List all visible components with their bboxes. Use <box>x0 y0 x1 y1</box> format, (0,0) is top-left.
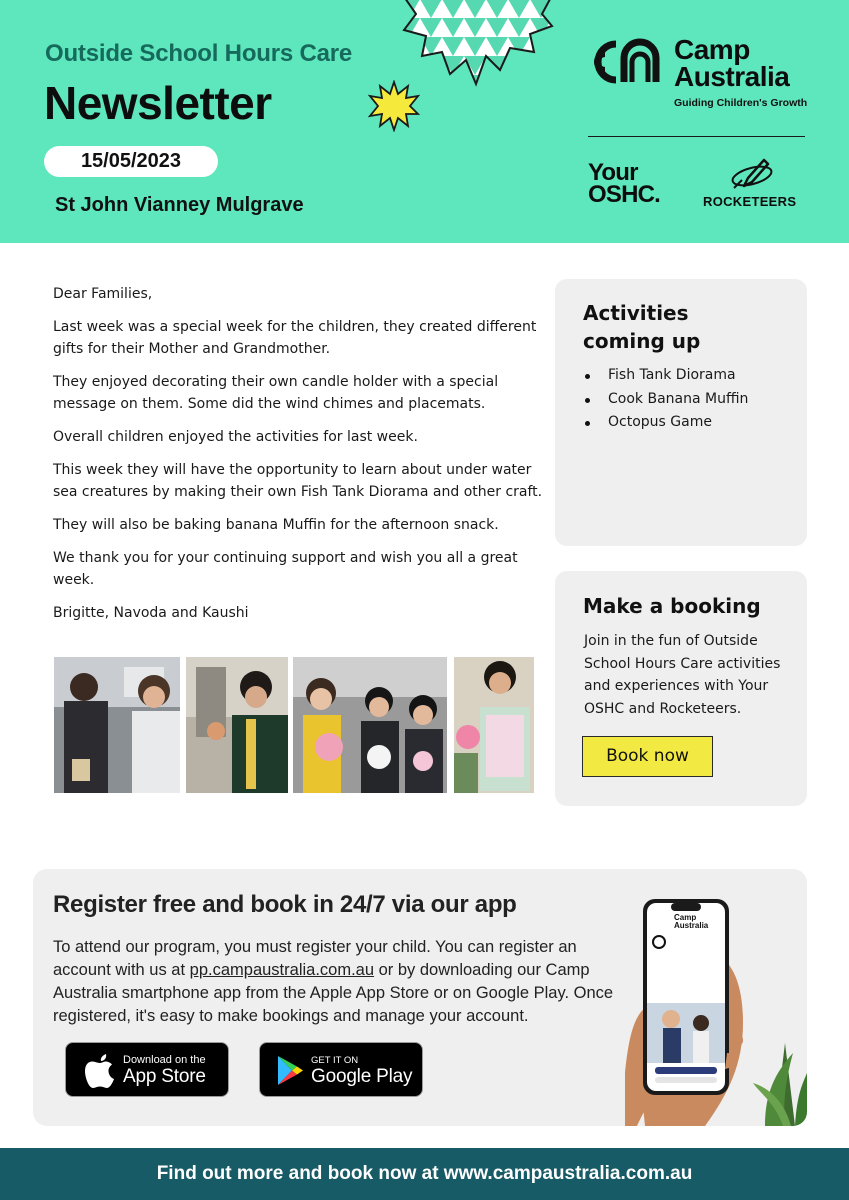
brand-name <box>674 36 789 90</box>
footer-banner[interactable]: Find out more and book now at www.campaustralia.com.au <box>0 1148 849 1200</box>
list-item: Octopus Game <box>583 411 748 435</box>
camp-australia-logo-icon <box>584 36 668 88</box>
activities-card <box>555 279 807 546</box>
school-name: St John Vianney Mulgrave <box>55 194 304 216</box>
date-badge: 15/05/2023 <box>44 146 218 177</box>
booking-title: Make a booking <box>583 594 761 618</box>
register-link[interactable]: pp.campaustralia.com.au <box>189 961 375 979</box>
activities-title-line2: coming up <box>583 329 701 353</box>
phone-logo-line2: Australia <box>674 921 709 930</box>
google-play-icon <box>276 1055 304 1086</box>
your-oshc-line2: OSHC. <box>588 181 661 208</box>
phone-logo-line1: Camp <box>674 913 697 922</box>
page-title: Newsletter <box>44 77 272 129</box>
app-store-big-label: App Store <box>123 1066 206 1087</box>
booking-description: Join in the fun of Outside School Hours Care activities and experiences with Your OSHC and Rocketeers. <box>584 633 781 717</box>
decorative-star-pattern <box>398 0 556 88</box>
activities-list <box>583 364 748 435</box>
activities-title-line1: Activities <box>583 301 689 325</box>
activity-photos <box>54 657 534 793</box>
list-item: Fish Tank Diorama <box>583 364 748 388</box>
letter-paragraph: Overall children enjoyed the activities for last week. <box>53 429 418 445</box>
brand-tagline: Guiding Children's Growth <box>674 97 808 109</box>
newsletter-header <box>0 0 849 243</box>
app-store-small-label: Download on the <box>123 1054 206 1066</box>
letter-body <box>53 283 543 635</box>
register-title: Register free and book in 24/7 via our app <box>53 891 517 918</box>
register-text-part: To attend our program, you must register your child. You can register an account with us at <box>53 938 577 979</box>
book-now-button[interactable]: Book now <box>582 736 713 777</box>
brand-name-line1: Camp <box>674 34 750 65</box>
letter-paragraph: Last week was a special week for the children, they created different gifts for their Mother and Grandmother. <box>53 319 537 357</box>
booking-card <box>555 571 807 806</box>
rocketeers-logo-text: ROCKETEERS <box>703 194 797 209</box>
letter-paragraph: Dear Families, <box>53 286 153 302</box>
header-divider <box>588 136 805 137</box>
letter-paragraph: They will also be baking banana Muffin for the afternoon snack. <box>53 517 499 533</box>
register-text-part: or by downloading our Camp Australia smartphone app from the Apple App Store or on Google Play. Once registered, it's easy to make bookings and manage your account. <box>53 961 614 1025</box>
register-panel <box>33 869 807 1126</box>
google-play-small-label: GET IT ON <box>311 1055 359 1066</box>
google-play-big-label: Google Play <box>311 1066 413 1087</box>
apple-icon <box>83 1052 117 1090</box>
activities-title <box>583 299 700 355</box>
register-description <box>53 936 633 1028</box>
brand-name-line2: Australia <box>674 61 790 92</box>
your-oshc-logo <box>588 159 661 208</box>
your-oshc-line1: Your <box>588 159 638 186</box>
letter-paragraph: They enjoyed decorating their own candle holder with a special message on them. Some did the wind chimes and placemats. <box>53 374 499 412</box>
letter-paragraph: This week they will have the opportunity to learn about under water sea creatures by making their own Fish Tank Diorama and other craft. <box>53 462 543 500</box>
app-store-button[interactable] <box>65 1042 229 1097</box>
photo-child-with-craft <box>186 657 288 793</box>
list-item: Cook Banana Muffin <box>583 388 748 412</box>
decorative-sun-icon <box>368 80 420 132</box>
header-subtitle: Outside School Hours Care <box>45 40 353 67</box>
photo-girls-with-wind-chimes <box>293 657 447 793</box>
rocket-icon <box>728 158 776 192</box>
photo-children-candle-holders <box>54 657 180 793</box>
google-play-button[interactable] <box>259 1042 423 1097</box>
photo-girl-with-placemat <box>454 657 534 793</box>
phone-app-logo-text <box>674 914 708 930</box>
letter-paragraph: We thank you for your continuing support and wish you all a great week. <box>53 550 518 588</box>
phone-in-hand-illustration <box>625 893 807 1126</box>
letter-signature: Brigitte, Navoda and Kaushi <box>53 605 249 621</box>
